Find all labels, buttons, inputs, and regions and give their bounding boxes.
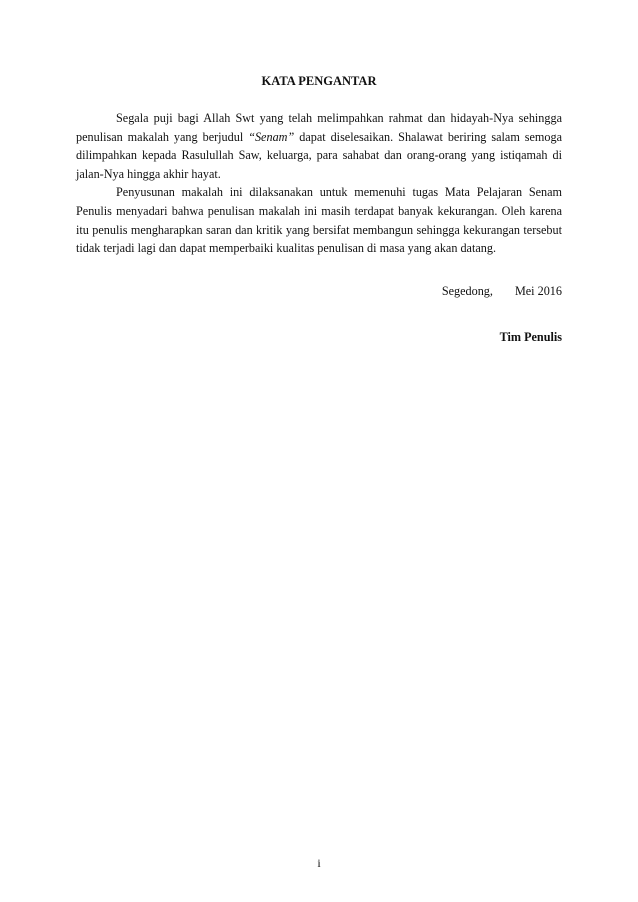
page-title: KATA PENGANTAR bbox=[261, 74, 377, 88]
place: Segedong, bbox=[441, 284, 493, 298]
page-number: i bbox=[317, 856, 321, 870]
paragraph-1-text-b: dapat diselesaikan. Shalawat beriring salam semoga dilimpahkan kepada Rasulullah Saw, keluarga, para sahabat dan orang-orang yang istiqamah di jalan-Nya hingga akhir hayat. bbox=[76, 129, 562, 181]
date: Mei 2016 bbox=[514, 284, 562, 298]
document-body bbox=[76, 109, 562, 258]
paragraph-2: Penyusunan makalah ini dilaksanakan untuk memenuhi tugas Mata Pelajaran Senam Penulis menyadari bahwa penulisan makalah ini masih terdapat banyak kekurangan. Oleh karena itu penulis mengharapkan saran dan kritik yang bersifat membangun sehingga kekurangan tersebut tidak terjadi lagi dan dapat memperbaiki kualitas penulisan di masa yang akan datang. bbox=[76, 185, 562, 256]
paragraph-1-italic-title: “Senam” bbox=[248, 129, 295, 144]
paragraph-1 bbox=[76, 109, 562, 183]
paragraph-1-text-a: Segala puji bagi Allah Swt yang telah melimpahkan rahmat dan hidayah-Nya sehingga penulisan makalah yang berjudul bbox=[76, 111, 562, 144]
place-date-line bbox=[442, 284, 562, 299]
signer: Tim Penulis bbox=[499, 330, 562, 344]
